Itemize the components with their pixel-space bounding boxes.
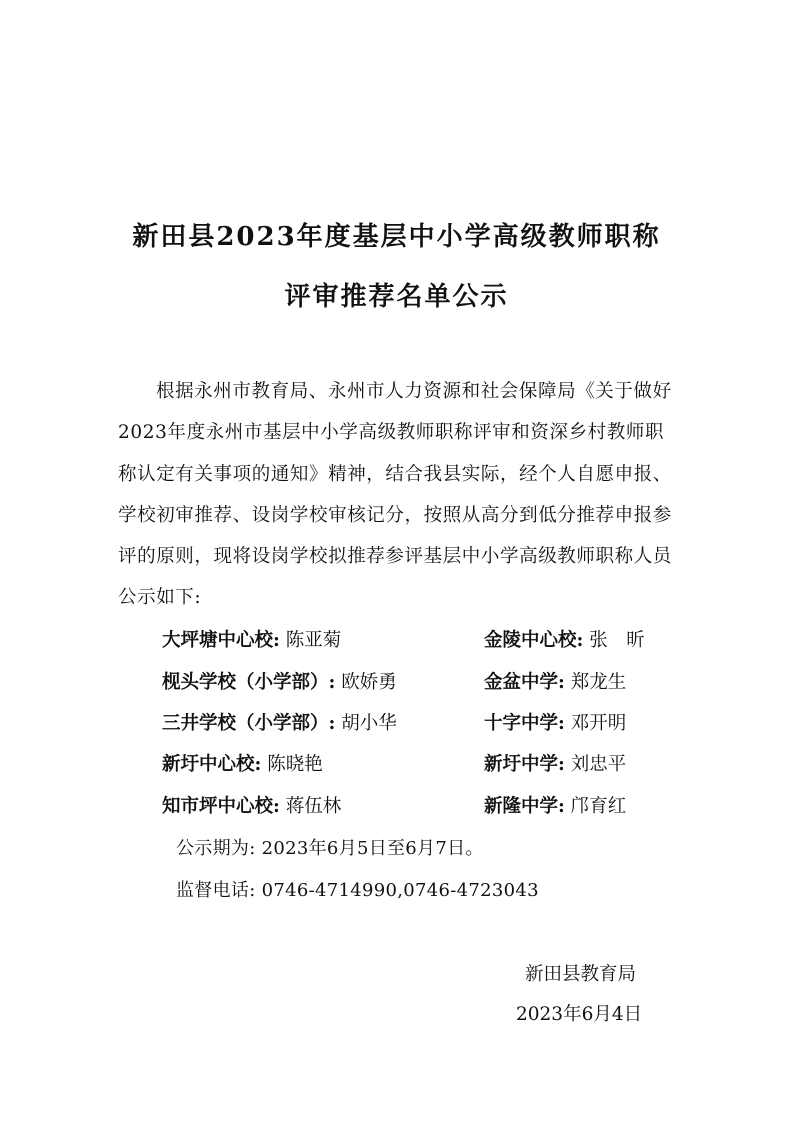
teacher-name: 邝育红 [570, 796, 627, 817]
list-item [484, 792, 626, 818]
document-title-line-2: 评审推荐名单公示 [284, 282, 509, 312]
list-item [162, 792, 341, 818]
school-name: 十字中学: [484, 713, 565, 734]
teacher-name: 张 昕 [589, 630, 645, 651]
teacher-name: 刘忠平 [570, 754, 627, 775]
supervision-phone: 监督电话: 0746-4714990,0746-4723043 [176, 880, 539, 901]
list-item [484, 750, 626, 776]
list-item [484, 709, 626, 735]
notice-period: 公示期为: 2023年6月5日至6月7日。 [176, 838, 484, 859]
school-name: 大坪塘中心校: [162, 630, 280, 651]
list-item [484, 626, 645, 652]
teacher-name: 陈晓艳 [267, 754, 323, 775]
teacher-name: 胡小华 [341, 713, 397, 734]
list-item [162, 709, 397, 735]
school-name: 三井学校（小学部）: [162, 713, 336, 734]
school-name: 知市坪中心校: [162, 796, 280, 817]
list-item [162, 668, 397, 694]
teacher-name: 欧娇勇 [341, 672, 397, 693]
document-title-line-1: 新田县2023年度基层中小学高级教师职称 [132, 222, 661, 252]
school-name: 枧头学校（小学部）: [162, 672, 336, 693]
list-item [162, 626, 341, 652]
teacher-name: 陈亚菊 [285, 630, 342, 651]
teacher-name: 邓开明 [570, 713, 627, 734]
signature-date: 2023年6月4日 [516, 1004, 643, 1025]
teacher-name: 蒋伍林 [285, 796, 342, 817]
body-paragraph [118, 371, 678, 619]
list-item [484, 668, 626, 694]
school-name: 金盆中学: [484, 672, 565, 693]
school-name: 新圩中心校: [162, 754, 262, 775]
teacher-name: 郑龙生 [570, 672, 627, 693]
school-name: 新圩中学: [484, 754, 565, 775]
signature-org: 新田县教育局 [525, 964, 637, 985]
school-name: 金陵中心校: [484, 630, 584, 651]
body-paragraph-text: 根据永州市教育局、永州市人力资源和社会保障局《关于做好2023年度永州市基层中小学高级教师职称评审和资深乡村教师职称认定有关事项的通知》精神，结合我县实际，经个人自愿申报、学校初审推荐、设岗学校审核记分，按照从高分到低分推荐申报参评的原则，现将设岗学校拟推荐参评基层中小学高级教师职称人员公示如下: [118, 381, 672, 609]
school-name: 新隆中学: [484, 796, 565, 817]
list-item [162, 750, 323, 776]
